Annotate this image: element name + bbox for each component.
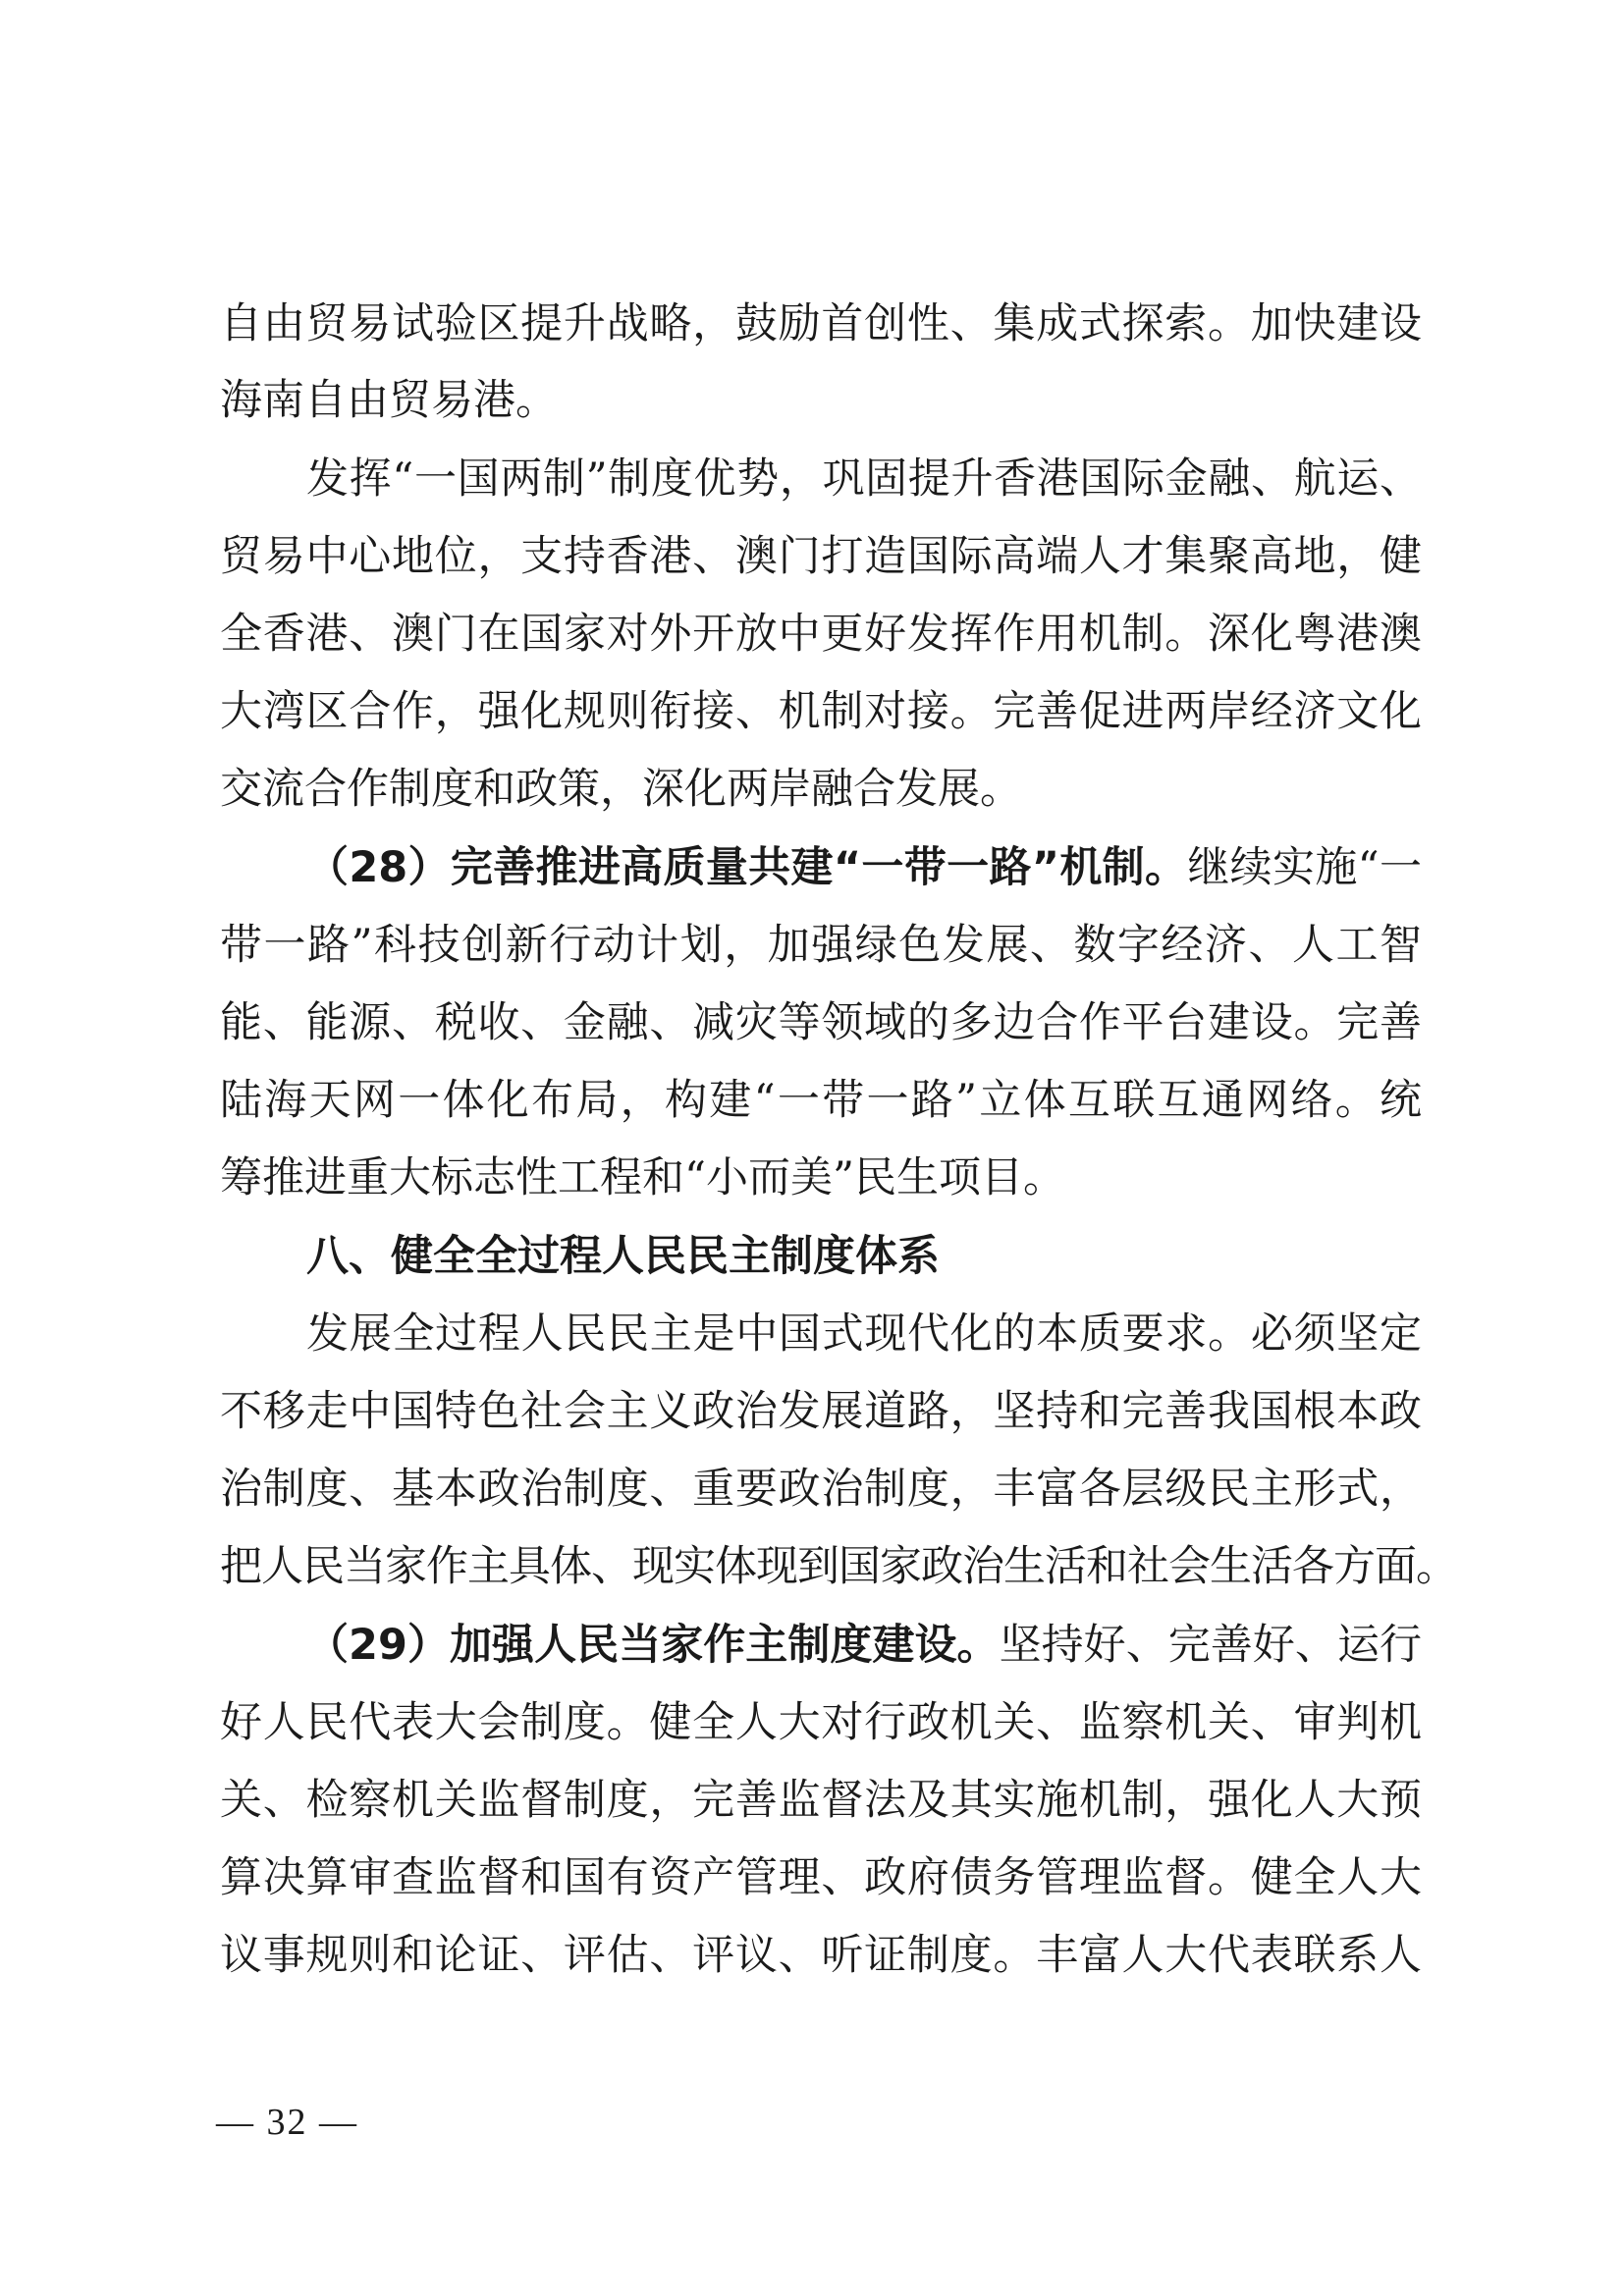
text-line: 大湾区合作，强化规则衔接、机制对接。完善促进两岸经济文化 bbox=[220, 687, 1422, 736]
page-number: — 32 — bbox=[216, 2102, 358, 2143]
text-line: 海南自由贸易港。 bbox=[220, 376, 558, 425]
text-line: 不移走中国特色社会主义政治发展道路，坚持和完善我国根本政 bbox=[220, 1387, 1422, 1436]
text-line: 发展全过程人民民主是中国式现代化的本质要求。必须坚定 bbox=[306, 1309, 1422, 1359]
text-line: 自由贸易试验区提升战略，鼓励首创性、集成式探索。加快建设 bbox=[220, 299, 1422, 348]
text-line: 发挥“一国两制”制度优势，巩固提升香港国际金融、航运、 bbox=[306, 454, 1422, 504]
text-line: 交流合作制度和政策，深化两岸融合发展。 bbox=[220, 765, 1022, 814]
item-heading-line bbox=[220, 838, 1422, 897]
text-line: 陆海天网一体化布局，构建“一带一路”立体互联互通网络。统 bbox=[220, 1076, 1422, 1125]
text-line: 能、能源、税收、金融、减灾等领域的多边合作平台建设。完善 bbox=[220, 998, 1422, 1047]
item-29-heading: （29）加强人民当家作主制度建设。 bbox=[306, 1621, 1000, 1670]
text-line: 关、检察机关监督制度，完善监督法及其实施机制，强化人大预 bbox=[220, 1776, 1422, 1825]
text-line: 治制度、基本政治制度、重要政治制度，丰富各层级民主形式， bbox=[220, 1465, 1422, 1514]
text-line: 算决算审查监督和国有资产管理、政府债务管理监督。健全人大 bbox=[220, 1853, 1422, 1902]
item-28-heading: （28）完善推进高质量共建“一带一路”机制。 bbox=[306, 843, 1188, 892]
item-29-text: 坚持好、完善好、运行 bbox=[999, 1621, 1423, 1670]
text-line: 议事规则和论证、评估、评议、听证制度。丰富人大代表联系人 bbox=[220, 1931, 1422, 1980]
text-line: 把人民当家作主具体、现实体现到国家政治生活和社会生活各方面。 bbox=[220, 1542, 1457, 1591]
text-line: 贸易中心地位，支持香港、澳门打造国际高端人才集聚高地，健 bbox=[220, 532, 1422, 581]
text-line: 好人民代表大会制度。健全人大对行政机关、监察机关、审判机 bbox=[220, 1698, 1422, 1747]
text-line: 全香港、澳门在国家对外开放中更好发挥作用机制。深化粤港澳 bbox=[220, 610, 1422, 659]
item-28-text: 继续实施“一 bbox=[1187, 843, 1422, 892]
text-line: 带一路”科技创新行动计划，加强绿色发展、数字经济、人工智 bbox=[220, 921, 1422, 970]
item-heading-line bbox=[220, 1616, 1422, 1675]
section-heading: 八、健全全过程人民民主制度体系 bbox=[306, 1232, 940, 1281]
text-line: 筹推进重大标志性工程和“小而美”民生项目。 bbox=[220, 1153, 1065, 1202]
